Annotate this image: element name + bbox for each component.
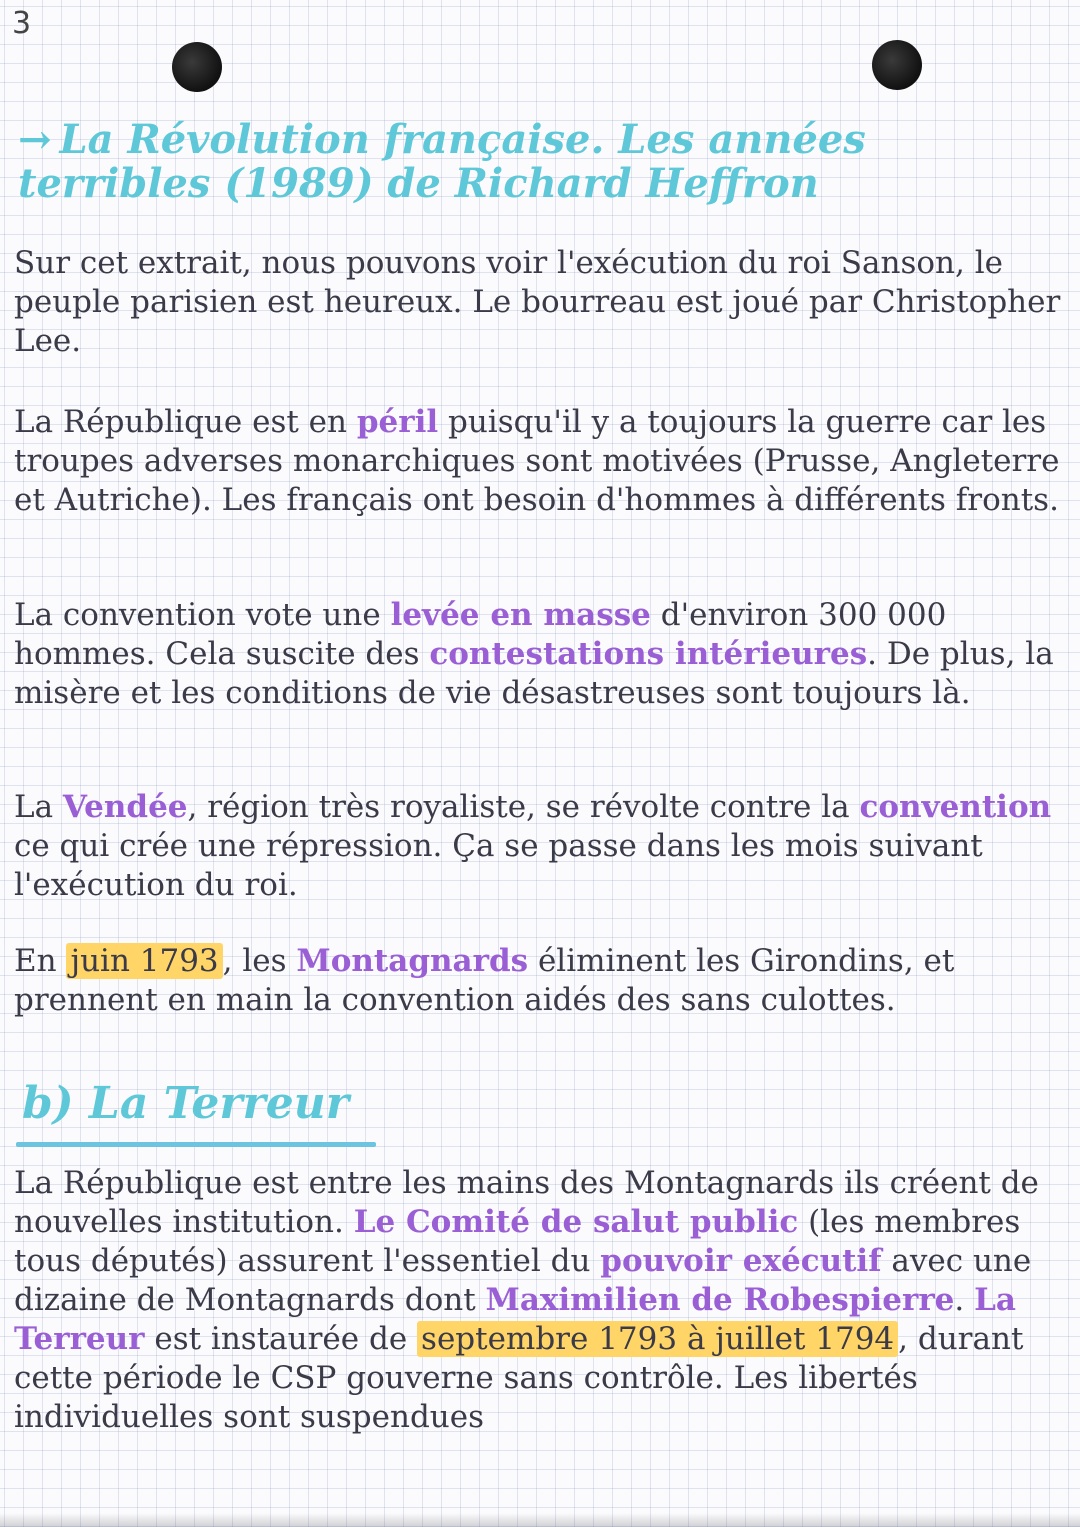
text-run: . De plus, la misère et les conditions de vie désastreuses sont toujours là.	[14, 636, 1054, 711]
text-run: En	[14, 943, 67, 979]
page-bottom-edge	[0, 1513, 1080, 1527]
keyword-contestations: contestations intérieures	[429, 636, 868, 672]
text-run: , durant cette période le CSP gouverne sans contrôle. Les libertés individuelles sont suspendues	[14, 1321, 1024, 1435]
keyword-vendee: Vendée	[62, 789, 188, 825]
text-run: ce qui crée une répression. Ça se passe dans les mois suivant l'exécution du roi.	[14, 828, 983, 903]
date-juin-1793: juin 1793	[66, 943, 222, 979]
punch-hole-left	[172, 42, 222, 92]
paragraph-extract: Sur cet extrait, nous pouvons voir l'exécution du roi Sanson, le peuple parisien est heureux. Le bourreau est joué par Christopher Lee.	[14, 245, 1061, 359]
keyword-montagnards: Montagnards	[296, 943, 529, 979]
text-run: La République est en	[14, 404, 357, 440]
keyword-levee-en-masse: levée en masse	[390, 597, 651, 633]
paragraph-vendee	[14, 788, 1066, 905]
text-run: .	[954, 1282, 975, 1318]
arrow-icon: →	[18, 116, 52, 163]
source-title-text: La Révolution française. Les années terribles (1989) de Richard Heffron	[18, 116, 866, 207]
punch-hole-right	[872, 40, 922, 90]
text-run: La	[14, 789, 63, 825]
paragraph-republic-peril	[14, 403, 1066, 520]
paragraph-levee	[14, 596, 1066, 713]
section-heading: b) La Terreur	[22, 1078, 349, 1129]
keyword-comite: Le Comité de salut public	[353, 1204, 799, 1240]
text-run: puisqu'il y a toujours la guerre car les troupes adverses monarchiques sont motivées (Prusse, Angleterre et Autriche). Les français ont besoin d'hommes à différents fronts.	[14, 404, 1060, 518]
text-run: avec une dizaine de Montagnards dont	[14, 1243, 1032, 1318]
text-run: , région très royaliste, se révolte contre la	[187, 789, 860, 825]
keyword-convention: convention	[859, 789, 1052, 825]
page-number: 3	[12, 6, 32, 41]
paragraph-montagnards	[14, 942, 1066, 1020]
text-run: est instaurée de	[144, 1321, 418, 1357]
text-run: , les	[222, 943, 297, 979]
heading-underline	[16, 1142, 376, 1147]
keyword-peril: péril	[356, 404, 439, 440]
keyword-robespierre: Maximilien de Robespierre	[485, 1282, 955, 1318]
source-title	[18, 118, 1058, 206]
text-run: (les membres tous députés) assurent l'essentiel du	[14, 1204, 1021, 1279]
text-run: éliminent les Girondins, et prennent en main la convention aidés des sans culottes.	[14, 943, 955, 1018]
keyword-pouvoir-executif: pouvoir exécutif	[600, 1243, 882, 1279]
keyword-terreur: La Terreur	[14, 1282, 1017, 1357]
text-run: La République est entre les mains des Montagnards ils créent de nouvelles institution.	[14, 1165, 1039, 1240]
paragraph-terreur	[14, 1164, 1066, 1437]
text-run: d'environ 300 000 hommes. Cela suscite des	[14, 597, 947, 672]
date-range-terreur: septembre 1793 à juillet 1794	[417, 1321, 898, 1357]
text-run: La convention vote une	[14, 597, 391, 633]
